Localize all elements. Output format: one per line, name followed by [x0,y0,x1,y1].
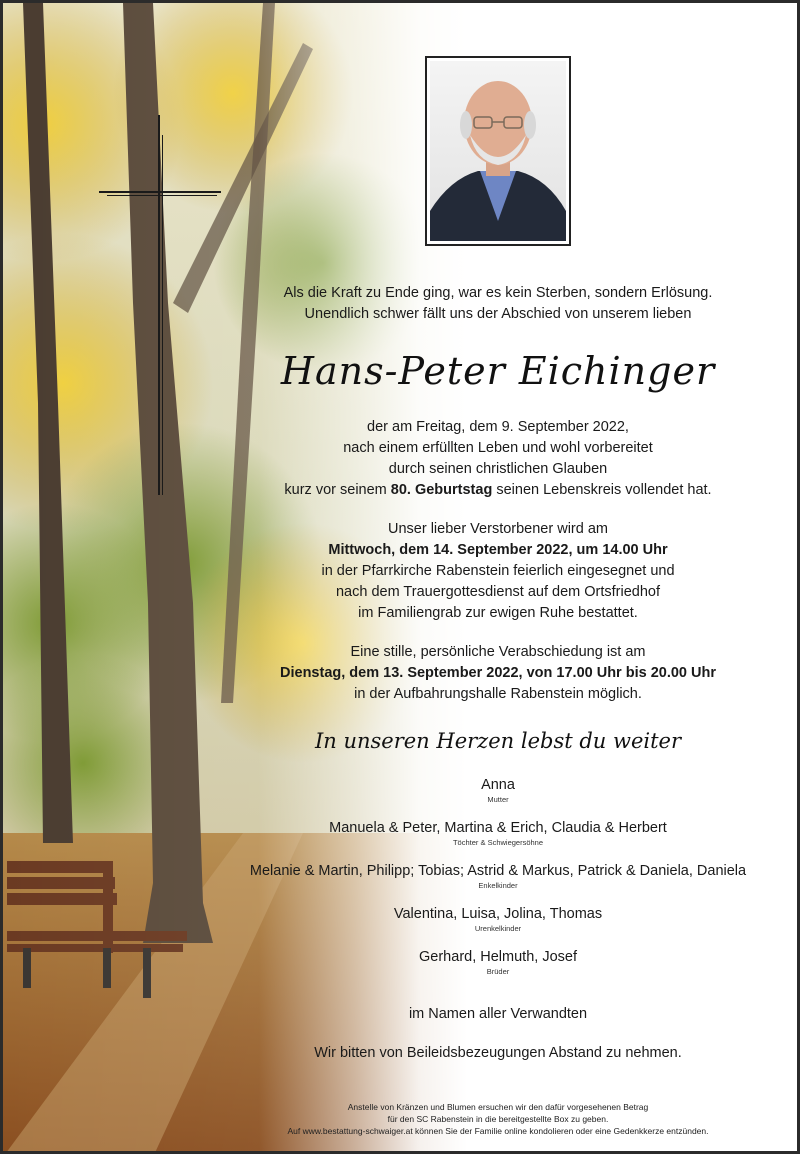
family-names: Anna [481,777,515,793]
family-relation: Enkelkinder [478,881,518,890]
death-notice-line [218,480,778,501]
farewell-date: Dienstag, dem 13. September 2022, von 17.00 Uhr bis 20.00 Uhr [280,665,716,681]
footer-line: Auf www.bestattung-schwaiger.at können Sie der Familie online kondolieren oder eine Gedenkkerze entzünden. [287,1126,709,1136]
funeral-line: in der Pfarrkirche Rabenstein feierlich eingesegnet und [321,563,675,579]
obituary-text [218,283,778,1064]
intro-line: Als die Kraft zu Ende ging, war es kein Sterben, sondern Erlösung. [283,285,713,301]
funeral-date: Mittwoch, dem 14. September 2022, um 14.00 Uhr [328,542,668,558]
farewell-line: in der Aufbahrungshalle Rabenstein möglich. [354,686,642,702]
death-notice-line: nach einem erfüllten Leben und wohl vorbereitet [343,440,653,456]
funeral-line: im Familiengrab zur ewigen Ruhe bestattet. [358,605,638,621]
family-relation: Töchter & Schwiegersöhne [452,838,544,847]
farewell-line: Eine stille, persönliche Verabschiedung ist am [350,644,646,660]
spacer [218,1025,778,1043]
footer-line: Anstelle von Kränzen und Blumen ersuchen wir den dafür vorgesehenen Betrag [347,1102,649,1112]
birthday-highlight: 80. Geburtstag [390,482,493,498]
funeral-line: Unser lieber Verstorbener wird am [387,521,608,537]
footer-line: für den SC Rabenstein in die bereitgestellte Box zu geben. [387,1114,609,1124]
relatives-line: im Namen aller Verwandten [408,1006,588,1022]
family-names: Valentina, Luisa, Jolina, Thomas [393,906,603,922]
death-notice-line: durch seinen christlichen Glauben [388,461,608,477]
family-relation: Mutter [487,795,509,804]
family-relation: Brüder [486,967,510,976]
spacer [218,501,778,519]
motto: In unseren Herzen lebst du weiter [314,729,682,753]
text-run: seinen Lebenskreis vollendet hat. [492,482,712,498]
family-names: Melanie & Martin, Philipp; Tobias; Astrid & Markus, Patrick & Daniela, Daniela [249,863,747,879]
funeral-line: nach dem Trauergottesdienst auf dem Ortsfriedhof [335,584,660,600]
portrait-photo [425,56,571,246]
text-run: kurz vor seinem [284,482,391,498]
cross-icon [99,115,221,495]
spacer [218,624,778,642]
family-names: Gerhard, Helmuth, Josef [419,949,577,965]
deceased-name: Hans-Peter Eichinger [280,349,716,393]
death-notice-line: der am Freitag, dem 9. September 2022, [367,419,629,435]
intro-line: Unendlich schwer fällt uns der Abschied von unserem lieben [304,306,692,322]
spacer [218,990,778,1004]
family-relation: Urenkelkinder [474,924,522,933]
condolence-request: Wir bitten von Beileidsbezeugungen Abstand zu nehmen. [314,1045,682,1061]
footer-note [218,1101,778,1137]
family-names: Manuela & Peter, Martina & Erich, Claudia & Herbert [329,820,667,836]
